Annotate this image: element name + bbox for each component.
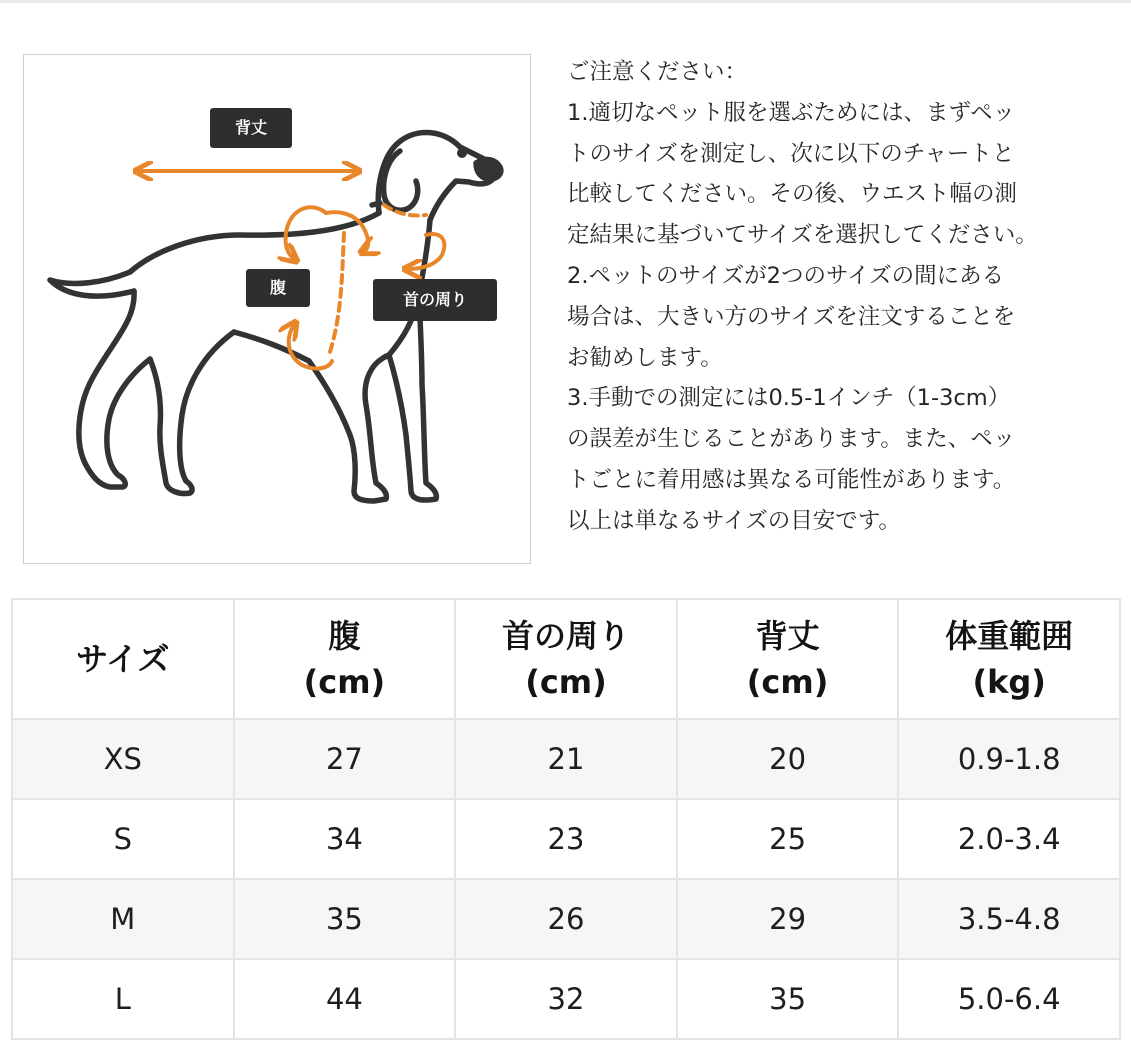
weight-cell: 0.9-1.8 <box>898 719 1120 799</box>
note-line: トごとに着用感は異なる可能性があります。 <box>567 466 1016 493</box>
back-length-cell: 20 <box>677 719 899 799</box>
header-neck <box>455 599 677 719</box>
back-length-cell: 29 <box>677 879 899 959</box>
neck-cell: 21 <box>455 719 677 799</box>
header-back-length <box>677 599 899 719</box>
neck-cell: 32 <box>455 959 677 1039</box>
table-row <box>12 959 1120 1039</box>
header-unit: (cm) <box>303 663 386 701</box>
belly-cell: 44 <box>234 959 456 1039</box>
back-length-cell: 25 <box>677 799 899 879</box>
neck-cell: 26 <box>455 879 677 959</box>
header-belly <box>234 599 456 719</box>
header-unit: (kg) <box>972 663 1046 701</box>
note-line: の誤差が生じることがあります。また、ペッ <box>567 426 1016 453</box>
table-row <box>12 719 1120 799</box>
size-cell: XS <box>12 719 234 799</box>
belly-label: 腹 <box>246 269 310 307</box>
header-unit: (cm) <box>525 663 607 701</box>
header-text: 腹 <box>328 617 361 655</box>
weight-cell: 3.5-4.8 <box>898 879 1120 959</box>
note-line: 3.手動での測定には0.5-1インチ（1-3cm） <box>567 385 1011 412</box>
note-line: 以上は単なるサイズの目安です。 <box>567 507 901 534</box>
header-weight-range <box>898 599 1120 719</box>
neck-cell: 23 <box>455 799 677 879</box>
weight-cell: 2.0-3.4 <box>898 799 1120 879</box>
table-row <box>12 879 1120 959</box>
dog-measurement-diagram <box>23 54 531 564</box>
note-line: 定結果に基づいてサイズを選択してください。 <box>567 222 1038 249</box>
size-cell: S <box>12 799 234 879</box>
back-length-label: 背丈 <box>210 108 292 148</box>
table-header-row <box>12 599 1120 719</box>
note-line: 1.適切なペット服を選ぶためには、まずペッ <box>567 99 1016 126</box>
weight-cell: 5.0-6.4 <box>898 959 1120 1039</box>
header-text: 体重範囲 <box>945 617 1074 655</box>
measurement-notes <box>567 52 1127 542</box>
belly-cell: 35 <box>234 879 456 959</box>
top-divider <box>0 0 1131 3</box>
header-unit: (cm) <box>746 663 829 701</box>
header-text: 首の周り <box>501 617 630 655</box>
neck-label: 首の周り <box>373 279 497 321</box>
size-chart-table <box>11 598 1121 1040</box>
header-text: 背丈 <box>755 617 820 655</box>
belly-cell: 34 <box>234 799 456 879</box>
size-cell: L <box>12 959 234 1039</box>
note-line: 比較してください。その後、ウエスト幅の測 <box>567 181 1018 208</box>
note-line: 2.ペットのサイズが2つのサイズの間にある <box>567 262 1005 289</box>
header-text: サイズ <box>76 640 170 678</box>
header-size <box>12 599 234 719</box>
note-line: 場合は、大きい方のサイズを注文することを <box>567 303 1016 330</box>
size-cell: M <box>12 879 234 959</box>
note-line: トのサイズを測定し、次に以下のチャートと <box>567 140 1015 167</box>
back-length-cell: 35 <box>677 959 899 1039</box>
table-row <box>12 799 1120 879</box>
belly-cell: 27 <box>234 719 456 799</box>
notes-heading: ご注意ください： <box>567 59 748 85</box>
note-line: お勧めします。 <box>567 344 723 371</box>
